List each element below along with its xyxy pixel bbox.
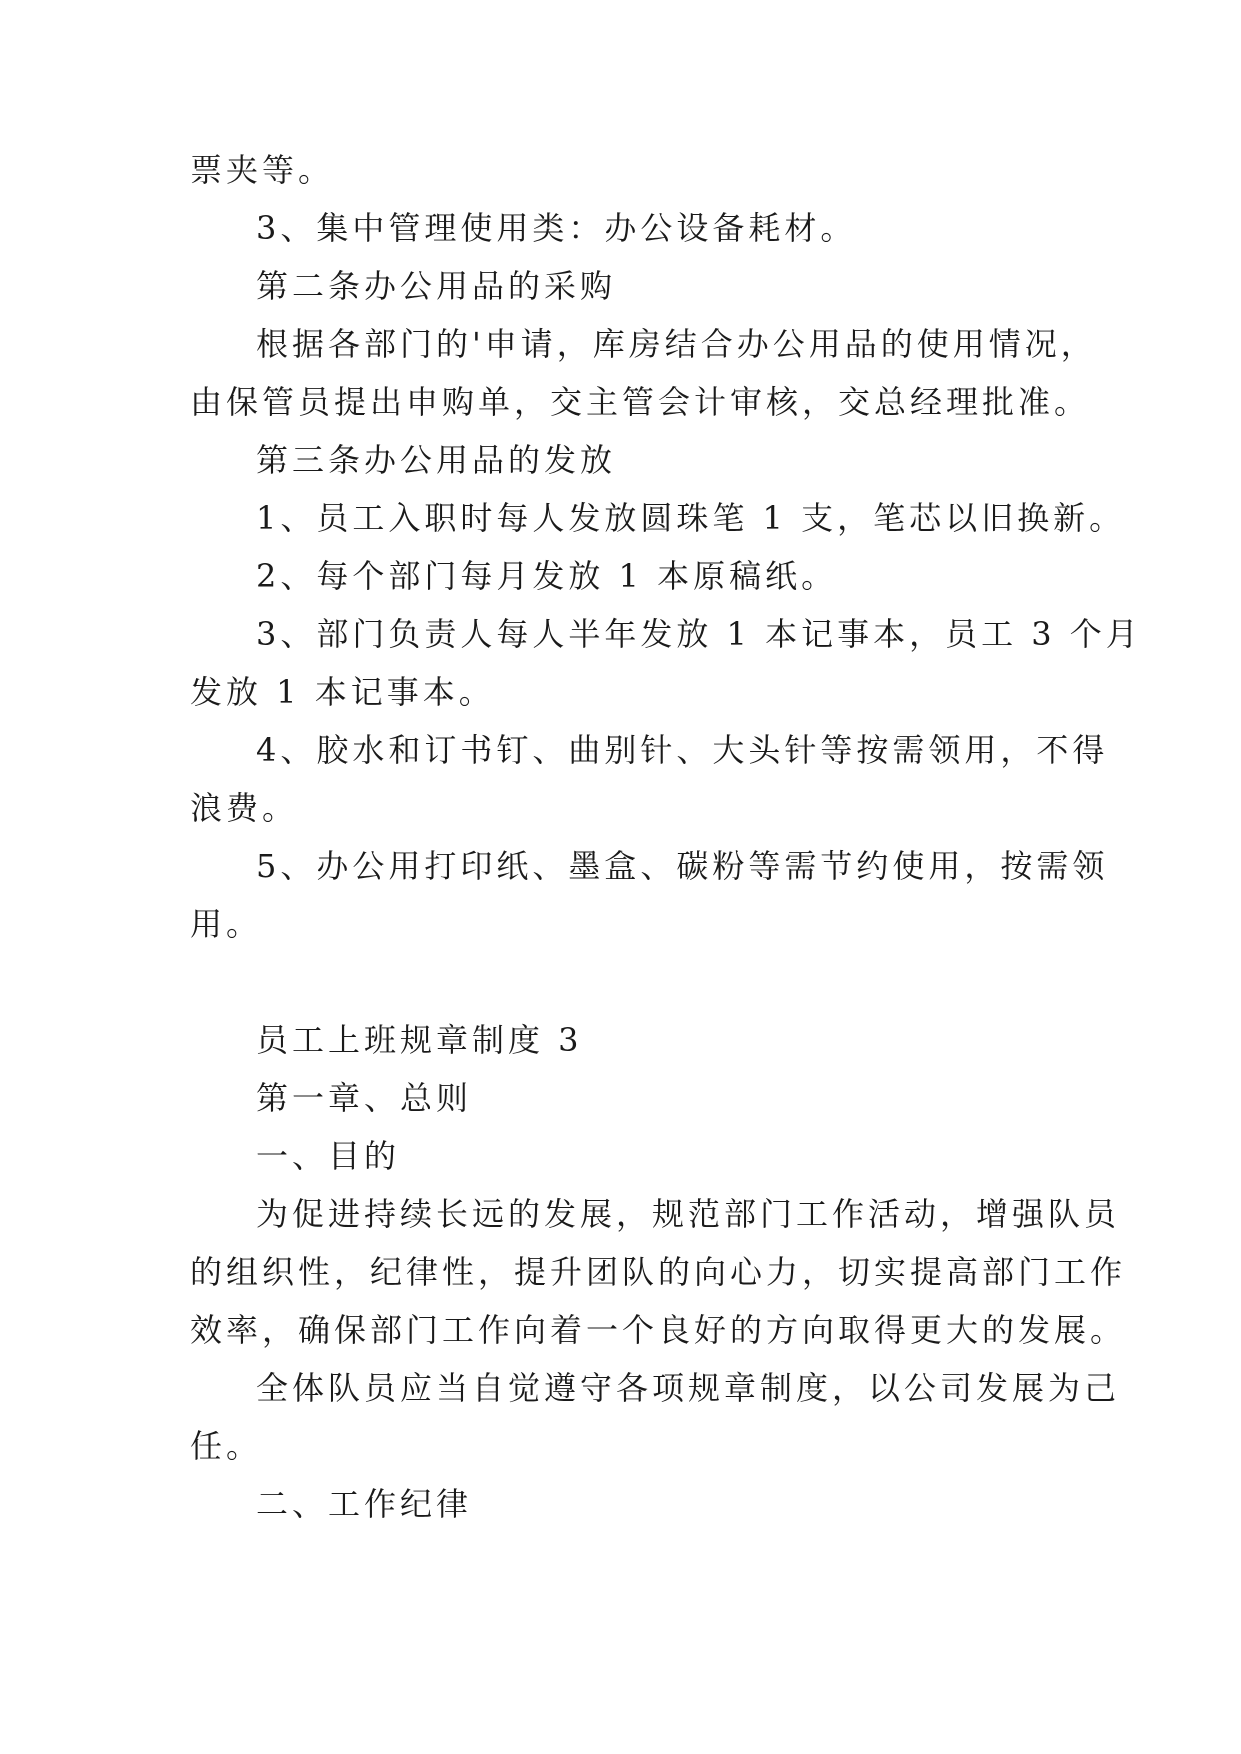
section-heading: 二、工作纪律 [256, 1485, 473, 1523]
paragraph-line: 任。 [190, 1427, 263, 1465]
paragraph-line: 5、办公用打印纸、墨盒、碳粉等需节约使用，按需领 [256, 847, 1109, 885]
section-heading: 第二条办公用品的采购 [256, 267, 617, 305]
paragraph-line: 1、员工入职时每人发放圆珠笔 1 支，笔芯以旧换新。 [256, 499, 1126, 537]
paragraph-line: 发放 1 本记事本。 [190, 673, 495, 711]
paragraph-line: 全体队员应当自觉遵守各项规章制度，以公司发展为己 [256, 1369, 1121, 1407]
chapter-heading: 第一章、总则 [256, 1079, 473, 1117]
paragraph-line: 效率，确保部门工作向着一个良好的方向取得更大的发展。 [190, 1311, 1127, 1349]
paragraph-line: 由保管员提出申购单，交主管会计审核，交总经理批准。 [190, 383, 1091, 421]
document-title: 员工上班规章制度 3 [256, 1021, 583, 1059]
paragraph-line: 浪费。 [190, 789, 299, 827]
paragraph-line: 根据各部门的'申请，库房结合办公用品的使用情况， [256, 325, 1097, 363]
paragraph-line: 为促进持续长远的发展，规范部门工作活动，增强队员 [256, 1195, 1121, 1233]
paragraph-line: 用。 [190, 905, 263, 943]
paragraph-line: 2、每个部门每月发放 1 本原稿纸。 [256, 557, 838, 595]
paragraph-line: 的组织性，纪律性，提升团队的向心力，切实提高部门工作 [190, 1253, 1127, 1291]
section-heading: 一、目的 [256, 1137, 401, 1175]
paragraph-line: 3、集中管理使用类：办公设备耗材。 [256, 209, 857, 247]
section-heading: 第三条办公用品的发放 [256, 441, 617, 479]
paragraph-line: 票夹等。 [190, 151, 335, 189]
paragraph-line: 3、部门负责人每人半年发放 1 本记事本，员工 3 个月 [256, 615, 1142, 653]
paragraph-line: 4、胶水和订书钉、曲别针、大头针等按需领用，不得 [256, 731, 1109, 769]
